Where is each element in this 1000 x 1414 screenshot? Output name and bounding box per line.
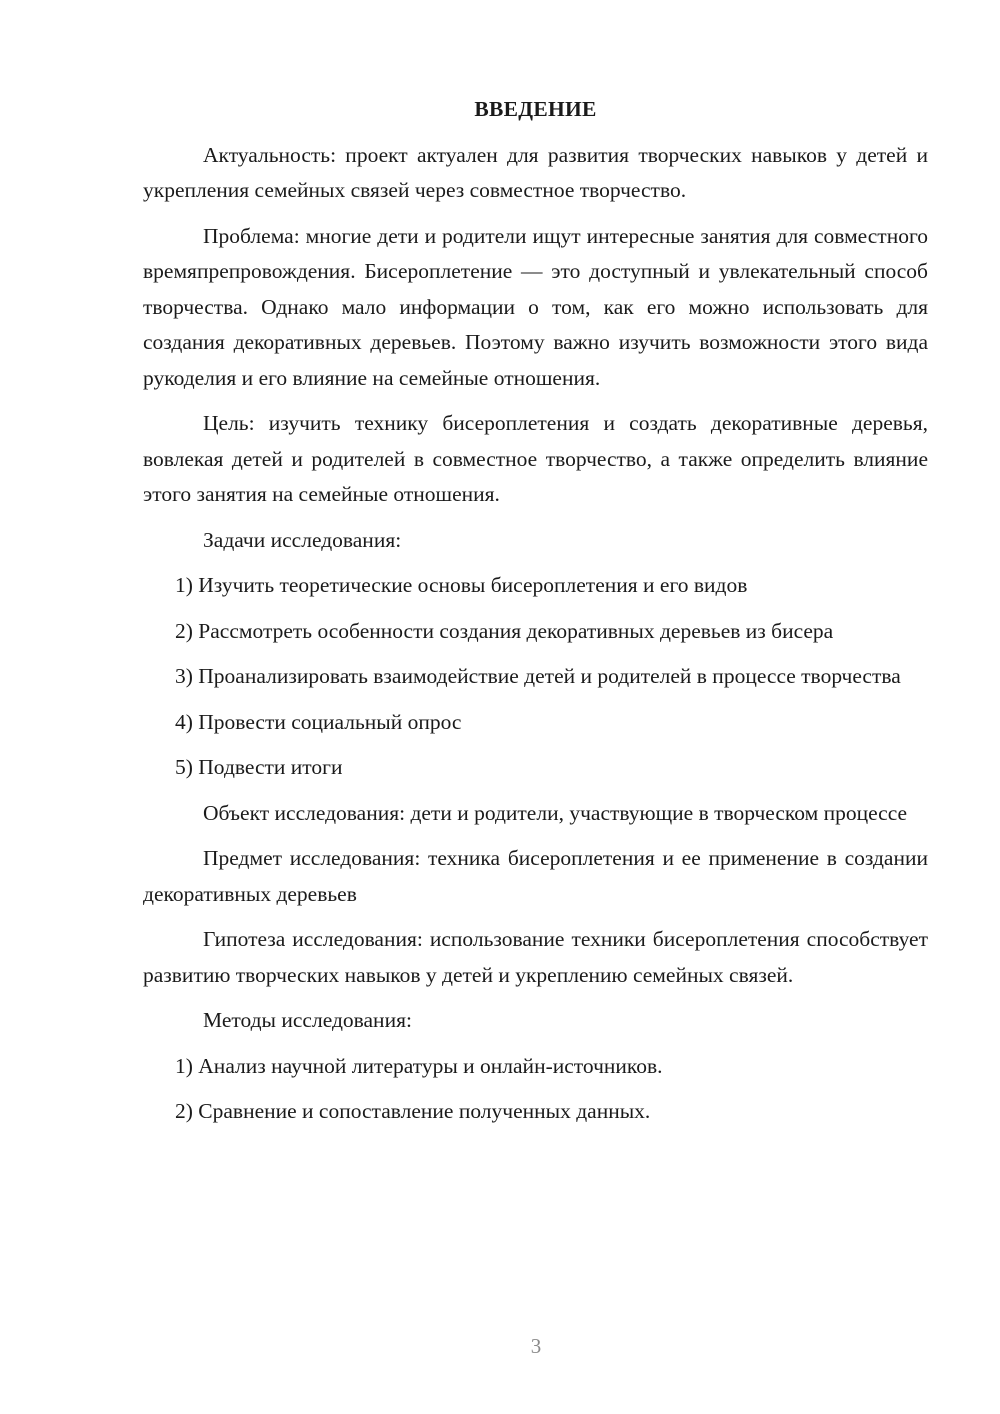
document-page bbox=[143, 92, 928, 1140]
method-item: 1) Анализ научной литературы и онлайн-источников. bbox=[175, 1053, 663, 1078]
object-paragraph: Объект исследования: дети и родители, участвующие в творческом процессе bbox=[203, 800, 908, 825]
task-item: 1) Изучить теоретические основы бисероплетения и его видов bbox=[175, 573, 748, 597]
goal-paragraph: Цель: изучить технику бисероплетения и создать декоративные деревья, вовлекая детей и родителей в совместное творчество, а также определить влияние этого занятия на семейные отношения. bbox=[143, 411, 928, 506]
method-item: 2) Сравнение и сопоставление полученных данных. bbox=[175, 1099, 651, 1123]
task-item: 3) Проанализировать взаимодействие детей и родителей в процессе творчества bbox=[175, 664, 901, 688]
subject-paragraph: Предмет исследования: техника бисероплетения и ее применение в создании декоративных деревьев bbox=[143, 846, 928, 906]
task-item: 5) Подвести итоги bbox=[175, 755, 343, 779]
relevance-paragraph: Актуальность: проект актуален для развития творческих навыков у детей и укрепления семейных связей через совместное творчество. bbox=[143, 142, 928, 202]
task-item: 2) Рассмотреть особенности создания декоративных деревьев из бисера bbox=[175, 618, 834, 643]
page-number: 3 bbox=[530, 1334, 542, 1358]
methods-title: Методы исследования: bbox=[203, 1008, 412, 1032]
task-item: 4) Провести социальный опрос bbox=[175, 709, 462, 734]
tasks-title: Задачи исследования: bbox=[203, 527, 402, 552]
section-heading: ВВЕДЕНИЕ bbox=[474, 97, 597, 121]
hypothesis-paragraph: Гипотеза исследования: использование техники бисероплетения способствует развитию творческих навыков у детей и укреплению семейных связей. bbox=[143, 927, 928, 987]
problem-paragraph: Проблема: многие дети и родители ищут интересные занятия для совместного времяпрепровождения. Бисероплетение — это доступный и увлекательный способ творчества. Однако мало информации о том, как его можно использовать для создания декоративных деревьев. Поэтому важно изучить возможности этого вида рукоделия и его влияние на семейные отношения. bbox=[143, 223, 928, 390]
